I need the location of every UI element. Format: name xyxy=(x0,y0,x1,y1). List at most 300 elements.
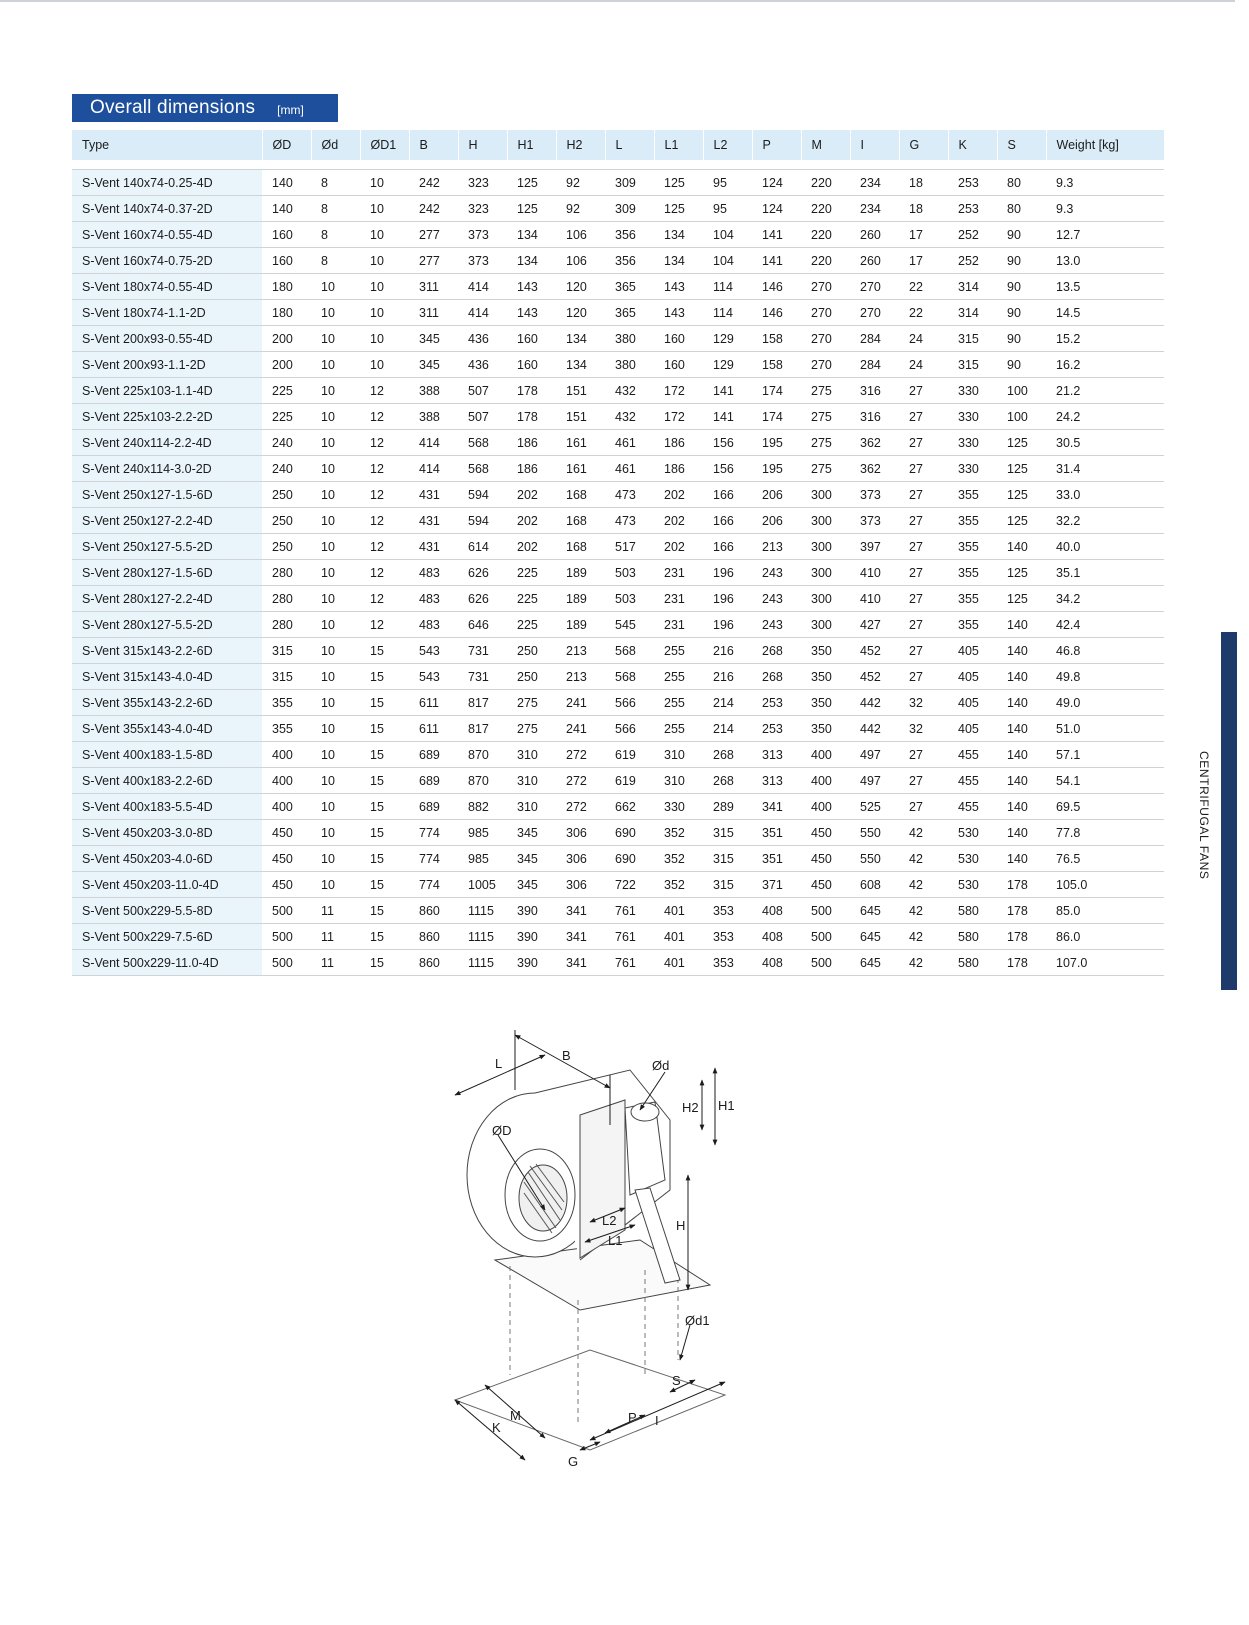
value-cell: 310 xyxy=(654,768,703,794)
value-cell: 146 xyxy=(752,274,801,300)
value-cell: 345 xyxy=(507,872,556,898)
type-cell: S-Vent 250x127-5.5-2D xyxy=(72,534,262,560)
value-cell: 21.2 xyxy=(1046,378,1164,404)
value-cell: 10 xyxy=(311,638,360,664)
value-cell: 400 xyxy=(262,794,311,820)
value-cell: 143 xyxy=(507,300,556,326)
value-cell: 401 xyxy=(654,950,703,976)
table-row xyxy=(72,898,1164,924)
value-cell: 196 xyxy=(703,586,752,612)
value-cell: 608 xyxy=(850,872,899,898)
value-cell: 156 xyxy=(703,430,752,456)
value-cell: 568 xyxy=(605,638,654,664)
column-header: H1 xyxy=(507,130,556,162)
type-cell: S-Vent 450x203-3.0-8D xyxy=(72,820,262,846)
value-cell: 124 xyxy=(752,196,801,222)
value-cell: 350 xyxy=(801,716,850,742)
value-cell: 90 xyxy=(997,352,1046,378)
type-cell: S-Vent 500x229-7.5-6D xyxy=(72,924,262,950)
value-cell: 253 xyxy=(752,716,801,742)
value-cell: 15 xyxy=(360,638,409,664)
value-cell: 32 xyxy=(899,690,948,716)
value-cell: 280 xyxy=(262,560,311,586)
value-cell: 345 xyxy=(507,820,556,846)
table-row xyxy=(72,222,1164,248)
table-row xyxy=(72,534,1164,560)
value-cell: 10 xyxy=(311,768,360,794)
value-cell: 107.0 xyxy=(1046,950,1164,976)
value-cell: 355 xyxy=(262,716,311,742)
header-gap-cell xyxy=(72,162,1164,170)
value-cell: 178 xyxy=(507,378,556,404)
value-cell: 225 xyxy=(507,586,556,612)
table-row xyxy=(72,820,1164,846)
value-cell: 90 xyxy=(997,222,1046,248)
table-row xyxy=(72,170,1164,196)
value-cell: 90 xyxy=(997,300,1046,326)
value-cell: 300 xyxy=(801,586,850,612)
value-cell: 253 xyxy=(948,196,997,222)
value-cell: 300 xyxy=(801,508,850,534)
value-cell: 353 xyxy=(703,950,752,976)
value-cell: 731 xyxy=(458,638,507,664)
column-header: M xyxy=(801,130,850,162)
value-cell: 30.5 xyxy=(1046,430,1164,456)
value-cell: 15 xyxy=(360,872,409,898)
value-cell: 414 xyxy=(409,456,458,482)
value-cell: 500 xyxy=(262,898,311,924)
value-cell: 42 xyxy=(899,820,948,846)
value-cell: 10 xyxy=(311,742,360,768)
value-cell: 543 xyxy=(409,638,458,664)
value-cell: 24.2 xyxy=(1046,404,1164,430)
value-cell: 356 xyxy=(605,222,654,248)
value-cell: 206 xyxy=(752,508,801,534)
value-cell: 397 xyxy=(850,534,899,560)
value-cell: 225 xyxy=(262,404,311,430)
table-row xyxy=(72,430,1164,456)
value-cell: 1115 xyxy=(458,924,507,950)
value-cell: 401 xyxy=(654,924,703,950)
value-cell: 27 xyxy=(899,404,948,430)
value-cell: 10 xyxy=(311,664,360,690)
value-cell: 10 xyxy=(360,196,409,222)
value-cell: 105.0 xyxy=(1046,872,1164,898)
value-cell: 580 xyxy=(948,898,997,924)
value-cell: 11 xyxy=(311,950,360,976)
value-cell: 140 xyxy=(262,170,311,196)
value-cell: 134 xyxy=(654,222,703,248)
value-cell: 15 xyxy=(360,716,409,742)
value-cell: 134 xyxy=(507,248,556,274)
value-cell: 310 xyxy=(507,742,556,768)
value-cell: 645 xyxy=(850,924,899,950)
value-cell: 15 xyxy=(360,820,409,846)
value-cell: 33.0 xyxy=(1046,482,1164,508)
value-cell: 12 xyxy=(360,430,409,456)
value-cell: 408 xyxy=(752,898,801,924)
fan-dimension-drawing xyxy=(440,1030,770,1520)
column-header: Type xyxy=(72,130,262,162)
value-cell: 95 xyxy=(703,196,752,222)
value-cell: 160 xyxy=(654,326,703,352)
value-cell: 178 xyxy=(997,872,1046,898)
value-cell: 431 xyxy=(409,482,458,508)
drawing-label-M: M xyxy=(510,1408,521,1423)
value-cell: 134 xyxy=(556,326,605,352)
value-cell: 143 xyxy=(507,274,556,300)
value-cell: 371 xyxy=(752,872,801,898)
value-cell: 761 xyxy=(605,924,654,950)
value-cell: 250 xyxy=(262,482,311,508)
value-cell: 255 xyxy=(654,690,703,716)
value-cell: 180 xyxy=(262,300,311,326)
value-cell: 405 xyxy=(948,690,997,716)
value-cell: 158 xyxy=(752,326,801,352)
value-cell: 140 xyxy=(997,534,1046,560)
type-cell: S-Vent 200x93-1.1-2D xyxy=(72,352,262,378)
value-cell: 10 xyxy=(311,508,360,534)
value-cell: 405 xyxy=(948,716,997,742)
side-section-tab xyxy=(1221,632,1237,990)
value-cell: 645 xyxy=(850,950,899,976)
table-row xyxy=(72,508,1164,534)
value-cell: 400 xyxy=(801,794,850,820)
value-cell: 400 xyxy=(262,742,311,768)
header-gap-row xyxy=(72,162,1164,170)
value-cell: 500 xyxy=(262,950,311,976)
table-row xyxy=(72,378,1164,404)
value-cell: 365 xyxy=(605,274,654,300)
value-cell: 315 xyxy=(262,638,311,664)
value-cell: 15.2 xyxy=(1046,326,1164,352)
value-cell: 355 xyxy=(948,534,997,560)
value-cell: 12 xyxy=(360,612,409,638)
value-cell: 31.4 xyxy=(1046,456,1164,482)
value-cell: 497 xyxy=(850,768,899,794)
value-cell: 8 xyxy=(311,248,360,274)
value-cell: 213 xyxy=(556,664,605,690)
section-title-bar xyxy=(72,94,338,122)
value-cell: 268 xyxy=(703,768,752,794)
value-cell: 12 xyxy=(360,560,409,586)
value-cell: 160 xyxy=(507,352,556,378)
value-cell: 255 xyxy=(654,638,703,664)
value-cell: 178 xyxy=(997,924,1046,950)
value-cell: 414 xyxy=(409,430,458,456)
value-cell: 27 xyxy=(899,378,948,404)
value-cell: 410 xyxy=(850,560,899,586)
value-cell: 140 xyxy=(997,716,1046,742)
value-cell: 125 xyxy=(997,456,1046,482)
value-cell: 870 xyxy=(458,768,507,794)
value-cell: 860 xyxy=(409,924,458,950)
value-cell: 86.0 xyxy=(1046,924,1164,950)
value-cell: 645 xyxy=(850,898,899,924)
value-cell: 196 xyxy=(703,560,752,586)
value-cell: 200 xyxy=(262,352,311,378)
type-cell: S-Vent 450x203-4.0-6D xyxy=(72,846,262,872)
value-cell: 530 xyxy=(948,846,997,872)
value-cell: 253 xyxy=(948,170,997,196)
column-header: P xyxy=(752,130,801,162)
type-cell: S-Vent 200x93-0.55-4D xyxy=(72,326,262,352)
value-cell: 143 xyxy=(654,274,703,300)
type-cell: S-Vent 240x114-2.2-4D xyxy=(72,430,262,456)
value-cell: 189 xyxy=(556,586,605,612)
value-cell: 160 xyxy=(507,326,556,352)
value-cell: 351 xyxy=(752,820,801,846)
value-cell: 362 xyxy=(850,456,899,482)
value-cell: 10 xyxy=(311,404,360,430)
value-cell: 114 xyxy=(703,274,752,300)
value-cell: 14.5 xyxy=(1046,300,1164,326)
value-cell: 277 xyxy=(409,248,458,274)
value-cell: 500 xyxy=(801,950,850,976)
value-cell: 351 xyxy=(752,846,801,872)
value-cell: 405 xyxy=(948,638,997,664)
value-cell: 731 xyxy=(458,664,507,690)
value-cell: 450 xyxy=(801,846,850,872)
value-cell: 507 xyxy=(458,404,507,430)
value-cell: 250 xyxy=(262,508,311,534)
unit-label: [mm] xyxy=(277,103,304,117)
value-cell: 12.7 xyxy=(1046,222,1164,248)
value-cell: 90 xyxy=(997,248,1046,274)
value-cell: 260 xyxy=(850,248,899,274)
value-cell: 120 xyxy=(556,274,605,300)
value-cell: 178 xyxy=(997,898,1046,924)
top-rule xyxy=(0,0,1235,2)
value-cell: 388 xyxy=(409,378,458,404)
value-cell: 10 xyxy=(360,326,409,352)
value-cell: 80 xyxy=(997,170,1046,196)
value-cell: 140 xyxy=(262,196,311,222)
value-cell: 414 xyxy=(458,274,507,300)
value-cell: 594 xyxy=(458,482,507,508)
value-cell: 11 xyxy=(311,924,360,950)
value-cell: 882 xyxy=(458,794,507,820)
value-cell: 270 xyxy=(801,274,850,300)
table-header-row xyxy=(72,130,1164,162)
value-cell: 80 xyxy=(997,196,1046,222)
drawing-label-L1: L1 xyxy=(608,1233,623,1248)
value-cell: 10 xyxy=(311,820,360,846)
drawing-label-G: G xyxy=(568,1454,579,1469)
value-cell: 10 xyxy=(311,482,360,508)
value-cell: 141 xyxy=(703,404,752,430)
value-cell: 180 xyxy=(262,274,311,300)
drawing-label-D: ØD xyxy=(492,1123,512,1138)
value-cell: 310 xyxy=(507,768,556,794)
value-cell: 166 xyxy=(703,534,752,560)
value-cell: 442 xyxy=(850,716,899,742)
value-cell: 32 xyxy=(899,716,948,742)
value-cell: 125 xyxy=(997,508,1046,534)
value-cell: 54.1 xyxy=(1046,768,1164,794)
value-cell: 10 xyxy=(311,560,360,586)
value-cell: 275 xyxy=(507,690,556,716)
value-cell: 345 xyxy=(507,846,556,872)
value-cell: 507 xyxy=(458,378,507,404)
value-cell: 10 xyxy=(311,274,360,300)
value-cell: 250 xyxy=(507,638,556,664)
value-cell: 120 xyxy=(556,300,605,326)
value-cell: 352 xyxy=(654,846,703,872)
value-cell: 284 xyxy=(850,352,899,378)
value-cell: 10 xyxy=(311,326,360,352)
value-cell: 240 xyxy=(262,456,311,482)
dimensions-table xyxy=(72,130,1164,976)
value-cell: 134 xyxy=(556,352,605,378)
value-cell: 1115 xyxy=(458,898,507,924)
value-cell: 100 xyxy=(997,378,1046,404)
type-cell: S-Vent 450x203-11.0-4D xyxy=(72,872,262,898)
value-cell: 270 xyxy=(801,300,850,326)
value-cell: 160 xyxy=(654,352,703,378)
value-cell: 289 xyxy=(703,794,752,820)
value-cell: 530 xyxy=(948,872,997,898)
value-cell: 774 xyxy=(409,820,458,846)
value-cell: 214 xyxy=(703,690,752,716)
value-cell: 400 xyxy=(262,768,311,794)
value-cell: 22 xyxy=(899,300,948,326)
table-row xyxy=(72,846,1164,872)
value-cell: 545 xyxy=(605,612,654,638)
value-cell: 125 xyxy=(654,196,703,222)
value-cell: 8 xyxy=(311,222,360,248)
value-cell: 27 xyxy=(899,586,948,612)
type-cell: S-Vent 225x103-1.1-4D xyxy=(72,378,262,404)
value-cell: 10 xyxy=(360,352,409,378)
value-cell: 11 xyxy=(311,898,360,924)
value-cell: 213 xyxy=(752,534,801,560)
value-cell: 373 xyxy=(458,222,507,248)
value-cell: 146 xyxy=(752,300,801,326)
value-cell: 252 xyxy=(948,248,997,274)
column-header: S xyxy=(997,130,1046,162)
value-cell: 90 xyxy=(997,326,1046,352)
value-cell: 341 xyxy=(752,794,801,820)
value-cell: 12 xyxy=(360,508,409,534)
table-row xyxy=(72,326,1164,352)
table-row xyxy=(72,456,1164,482)
value-cell: 12 xyxy=(360,404,409,430)
value-cell: 8 xyxy=(311,170,360,196)
value-cell: 206 xyxy=(752,482,801,508)
value-cell: 350 xyxy=(801,690,850,716)
value-cell: 225 xyxy=(507,560,556,586)
value-cell: 315 xyxy=(703,820,752,846)
value-cell: 220 xyxy=(801,170,850,196)
value-cell: 503 xyxy=(605,586,654,612)
value-cell: 277 xyxy=(409,222,458,248)
value-cell: 455 xyxy=(948,742,997,768)
value-cell: 689 xyxy=(409,794,458,820)
value-cell: 24 xyxy=(899,326,948,352)
value-cell: 330 xyxy=(948,456,997,482)
value-cell: 10 xyxy=(360,222,409,248)
value-cell: 125 xyxy=(997,560,1046,586)
value-cell: 455 xyxy=(948,768,997,794)
value-cell: 174 xyxy=(752,378,801,404)
type-cell: S-Vent 355x143-2.2-6D xyxy=(72,690,262,716)
table-row xyxy=(72,638,1164,664)
value-cell: 32.2 xyxy=(1046,508,1164,534)
table-row xyxy=(72,352,1164,378)
value-cell: 231 xyxy=(654,560,703,586)
value-cell: 129 xyxy=(703,352,752,378)
drawing-label-H2: H2 xyxy=(682,1100,699,1115)
value-cell: 214 xyxy=(703,716,752,742)
value-cell: 275 xyxy=(801,430,850,456)
value-cell: 550 xyxy=(850,846,899,872)
value-cell: 483 xyxy=(409,560,458,586)
value-cell: 250 xyxy=(507,664,556,690)
value-cell: 252 xyxy=(948,222,997,248)
value-cell: 452 xyxy=(850,664,899,690)
column-header: H2 xyxy=(556,130,605,162)
table-row xyxy=(72,560,1164,586)
value-cell: 314 xyxy=(948,274,997,300)
type-cell: S-Vent 225x103-2.2-2D xyxy=(72,404,262,430)
value-cell: 985 xyxy=(458,820,507,846)
value-cell: 316 xyxy=(850,404,899,430)
value-cell: 143 xyxy=(654,300,703,326)
value-cell: 431 xyxy=(409,534,458,560)
column-header: ØD xyxy=(262,130,311,162)
value-cell: 85.0 xyxy=(1046,898,1164,924)
value-cell: 27 xyxy=(899,612,948,638)
value-cell: 114 xyxy=(703,300,752,326)
value-cell: 432 xyxy=(605,404,654,430)
value-cell: 166 xyxy=(703,482,752,508)
value-cell: 243 xyxy=(752,560,801,586)
value-cell: 42 xyxy=(899,950,948,976)
value-cell: 129 xyxy=(703,326,752,352)
type-cell: S-Vent 140x74-0.37-2D xyxy=(72,196,262,222)
value-cell: 168 xyxy=(556,508,605,534)
value-cell: 186 xyxy=(654,430,703,456)
value-cell: 10 xyxy=(360,300,409,326)
value-cell: 284 xyxy=(850,326,899,352)
value-cell: 12 xyxy=(360,534,409,560)
value-cell: 353 xyxy=(703,898,752,924)
drawing-label-B: B xyxy=(562,1048,571,1063)
value-cell: 92 xyxy=(556,196,605,222)
value-cell: 400 xyxy=(801,742,850,768)
value-cell: 95 xyxy=(703,170,752,196)
value-cell: 216 xyxy=(703,664,752,690)
value-cell: 8 xyxy=(311,196,360,222)
value-cell: 202 xyxy=(507,508,556,534)
value-cell: 160 xyxy=(262,222,311,248)
drawing-label-L: L xyxy=(495,1056,503,1071)
value-cell: 213 xyxy=(556,638,605,664)
value-cell: 24 xyxy=(899,352,948,378)
value-cell: 156 xyxy=(703,456,752,482)
value-cell: 12 xyxy=(360,456,409,482)
value-cell: 241 xyxy=(556,690,605,716)
value-cell: 355 xyxy=(948,612,997,638)
value-cell: 410 xyxy=(850,586,899,612)
value-cell: 300 xyxy=(801,482,850,508)
value-cell: 220 xyxy=(801,222,850,248)
column-header: Weight [kg] xyxy=(1046,130,1164,162)
value-cell: 272 xyxy=(556,768,605,794)
value-cell: 178 xyxy=(507,404,556,430)
drawing-label-S: S xyxy=(672,1373,681,1388)
